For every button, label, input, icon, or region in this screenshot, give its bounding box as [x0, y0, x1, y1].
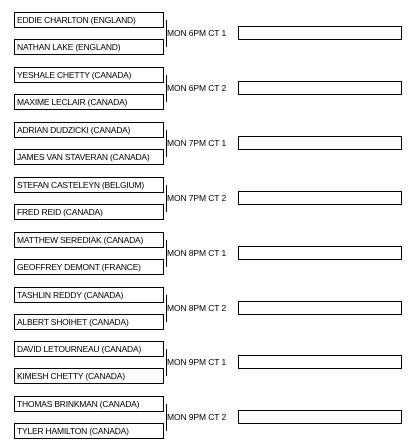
winner-box[interactable]	[238, 81, 402, 95]
player-top-box: STEFAN CASTELEYN (BELGIUM)	[14, 177, 164, 193]
player-bottom-box: KIMESH CHETTY (CANADA)	[14, 368, 164, 384]
player-top-box: EDDIE CHARLTON (ENGLAND)	[14, 12, 164, 28]
winner-box[interactable]	[238, 301, 402, 315]
match-schedule-label: MON 9PM CT 1	[167, 357, 227, 367]
match-schedule-label: MON 6PM CT 1	[167, 28, 227, 38]
match-schedule-label: MON 8PM CT 2	[167, 303, 227, 313]
winner-box[interactable]	[238, 136, 402, 150]
player-top-box: YESHALE CHETTY (CANADA)	[14, 67, 164, 83]
player-top-box: THOMAS BRINKMAN (CANADA)	[14, 396, 164, 412]
match-schedule-label: MON 7PM CT 1	[167, 138, 227, 148]
winner-box[interactable]	[238, 26, 402, 40]
player-bottom-box: GEOFFREY DEMONT (FRANCE)	[14, 259, 164, 275]
player-top-box: DAVID LETOURNEAU (CANADA)	[14, 341, 164, 357]
player-bottom-box: FRED REID (CANADA)	[14, 204, 164, 220]
player-top-box: TASHLIN REDDY (CANADA)	[14, 287, 164, 303]
winner-box[interactable]	[238, 355, 402, 369]
player-bottom-box: JAMES VAN STAVERAN (CANADA)	[14, 149, 164, 165]
winner-box[interactable]	[238, 191, 402, 205]
match-schedule-label: MON 7PM CT 2	[167, 193, 227, 203]
match-schedule-label: MON 9PM CT 2	[167, 412, 227, 422]
winner-box[interactable]	[238, 246, 402, 260]
player-bottom-box: TYLER HAMILTON (CANADA)	[14, 423, 164, 439]
winner-box[interactable]	[238, 410, 402, 424]
match-schedule-label: MON 8PM CT 1	[167, 248, 227, 258]
player-bottom-box: MAXIME LECLAIR (CANADA)	[14, 94, 164, 110]
player-top-box: MATTHEW SEREDIAK (CANADA)	[14, 232, 164, 248]
player-top-box: ADRIAN DUDZICKI (CANADA)	[14, 122, 164, 138]
player-bottom-box: ALBERT SHOIHET (CANADA)	[14, 314, 164, 330]
player-bottom-box: NATHAN LAKE (ENGLAND)	[14, 39, 164, 55]
match-schedule-label: MON 6PM CT 2	[167, 83, 227, 93]
